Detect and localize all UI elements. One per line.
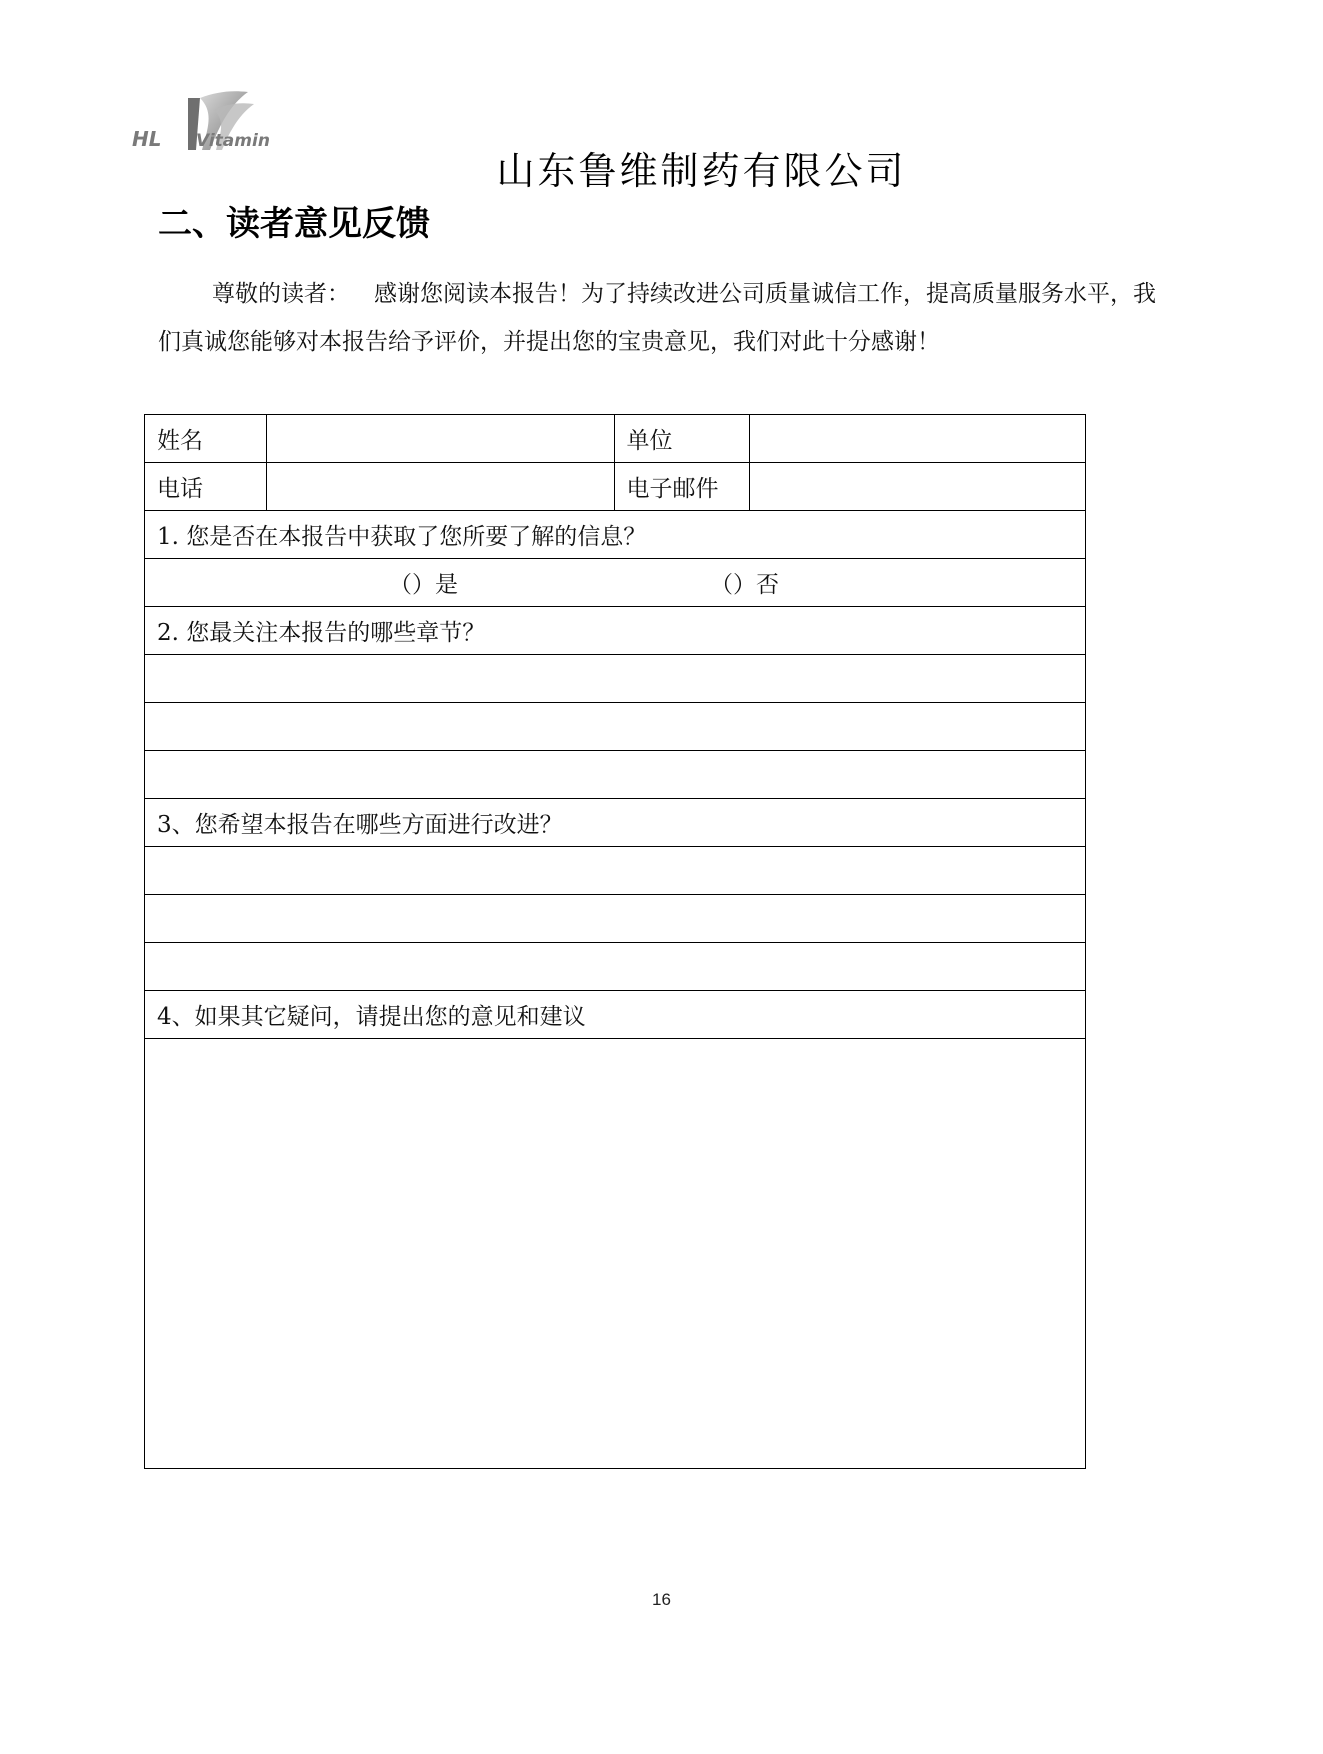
question-2: 2. 您最关注本报告的哪些章节？ (145, 607, 1086, 655)
name-label: 姓名 (145, 415, 267, 463)
table-row (145, 415, 1086, 463)
question-1: 1. 您是否在本报告中获取了您所要了解的信息？ (145, 511, 1086, 559)
name-field[interactable] (266, 415, 614, 463)
company-name: 山东鲁维制药有限公司 (496, 149, 907, 193)
intro-paragraph (158, 270, 1168, 366)
q3-answer-line-1[interactable] (145, 847, 1086, 895)
page-number: 16 (652, 1590, 671, 1609)
table-row (145, 991, 1086, 1039)
logo-text-right: Vitamin (196, 131, 270, 151)
phone-field[interactable] (266, 463, 614, 511)
q1-no-option[interactable]: （）否 (710, 572, 779, 598)
q1-choices (145, 559, 1086, 607)
q2-answer-line-1[interactable] (145, 655, 1086, 703)
feedback-form-table (144, 414, 1086, 1469)
phone-label: 电话 (145, 463, 267, 511)
email-label: 电子邮件 (614, 463, 750, 511)
unit-field[interactable] (750, 415, 1086, 463)
table-row (145, 511, 1086, 559)
q2-answer-line-3[interactable] (145, 751, 1086, 799)
section-title: 二、读者意见反馈 (158, 204, 430, 244)
table-row (145, 943, 1086, 991)
table-row (145, 847, 1086, 895)
q3-answer-line-3[interactable] (145, 943, 1086, 991)
table-row (145, 655, 1086, 703)
logo-text-left: HL (132, 127, 162, 151)
intro-salutation: 尊敬的读者： (212, 281, 350, 307)
table-row (145, 463, 1086, 511)
table-row (145, 751, 1086, 799)
table-row (145, 895, 1086, 943)
table-row (145, 799, 1086, 847)
table-row (145, 1039, 1086, 1469)
unit-label: 单位 (614, 415, 750, 463)
email-field[interactable] (750, 463, 1086, 511)
q4-answer-area[interactable] (145, 1039, 1086, 1469)
table-row (145, 607, 1086, 655)
intro-body: 感谢您阅读本报告！为了持续改进公司质量诚信工作，提高质量服务水平，我们真诚您能够对本报告给予评价，并提出您的宝贵意见，我们对此十分感谢！ (158, 281, 1156, 355)
q3-answer-line-2[interactable] (145, 895, 1086, 943)
table-row (145, 703, 1086, 751)
question-3: 3、您希望本报告在哪些方面进行改进？ (145, 799, 1086, 847)
table-row (145, 559, 1086, 607)
q1-yes-option[interactable]: （）是 (389, 572, 458, 598)
question-4: 4、如果其它疑问，请提出您的意见和建议 (145, 991, 1086, 1039)
q2-answer-line-2[interactable] (145, 703, 1086, 751)
